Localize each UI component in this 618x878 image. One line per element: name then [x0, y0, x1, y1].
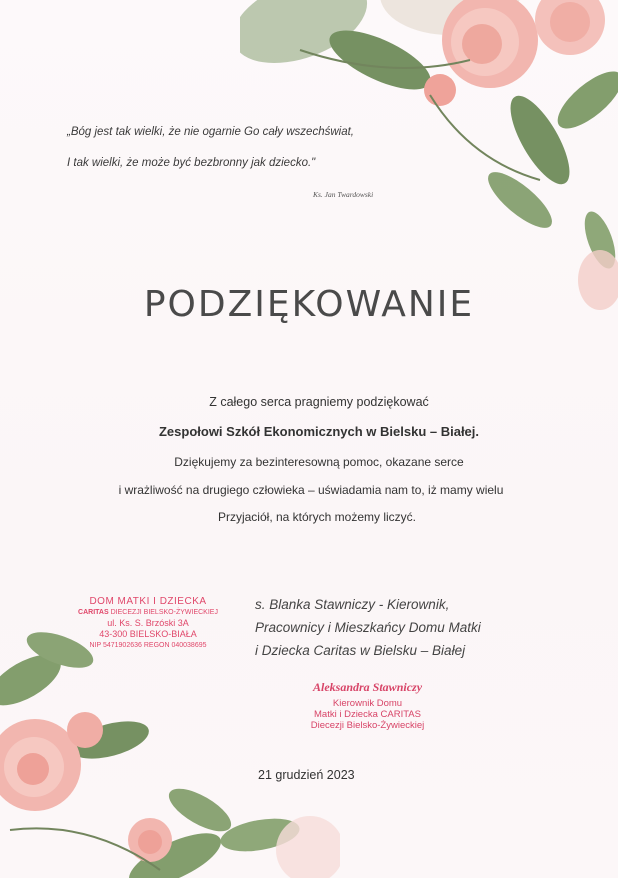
signer-line-1: s. Blanka Stawniczy - Kierownik,: [255, 597, 450, 612]
body-line-3: Dziękujemy za bezinteresowną pomoc, okazane serce: [174, 455, 464, 469]
director-stamp-line-2: Matki i Dziecka CARITAS: [314, 709, 421, 720]
quote-author: Ks. Jan Twardowski: [313, 190, 374, 199]
stamp-ids: NIP 5471902636 REGON 040038695: [89, 642, 207, 649]
signature-name: Aleksandra Stawniczy: [313, 680, 423, 694]
stamp-city: 43-300 BIELSKO-BIAŁA: [99, 629, 197, 639]
director-stamp-line-3: Diecezji Bielsko-Żywieckiej: [310, 720, 425, 731]
document-date: 21 grudzień 2023: [258, 768, 355, 782]
director-stamp: [300, 698, 435, 731]
signer-line-3: i Dziecka Caritas w Bielsku – Białej: [255, 643, 466, 658]
floral-decoration-bottom: [0, 630, 340, 878]
organization-stamp: [68, 596, 228, 651]
stamp-caritas: CARITAS: [78, 609, 109, 616]
body-line-5: Przyjaciół, na których możemy liczyć.: [217, 510, 417, 524]
body-line-4: i wrażliwość na drugiego człowieka – uświadamia nam to, iż mamy wielu: [118, 483, 504, 497]
director-stamp-line-1: Kierownik Domu: [332, 698, 403, 709]
stamp-street: ul. Ks. S. Brzóski 3A: [107, 618, 189, 628]
quote-line-1: „Bóg jest tak wielki, że nie ogarnie Go cały wszechświat,: [67, 126, 354, 138]
stamp-org: DOM MATKI I DZIECKA: [89, 596, 207, 607]
signer-line-2: Pracownicy i Mieszkańcy Domu Matki: [255, 620, 481, 635]
stamp-diocese: DIECEZJI BIELSKO-ŻYWIECKIEJ: [110, 609, 218, 616]
recipient-name: Zespołowi Szkół Ekonomicznych w Bielsku – Białej.: [158, 424, 480, 439]
stamp-caritas-line: [68, 607, 228, 618]
quote-line-2: I tak wielki, że może być bezbronny jak dziecko.": [67, 157, 316, 169]
body-line-1: Z całego serca pragniemy podziękować: [209, 395, 429, 409]
page-title: PODZIĘKOWANIE: [143, 284, 475, 325]
